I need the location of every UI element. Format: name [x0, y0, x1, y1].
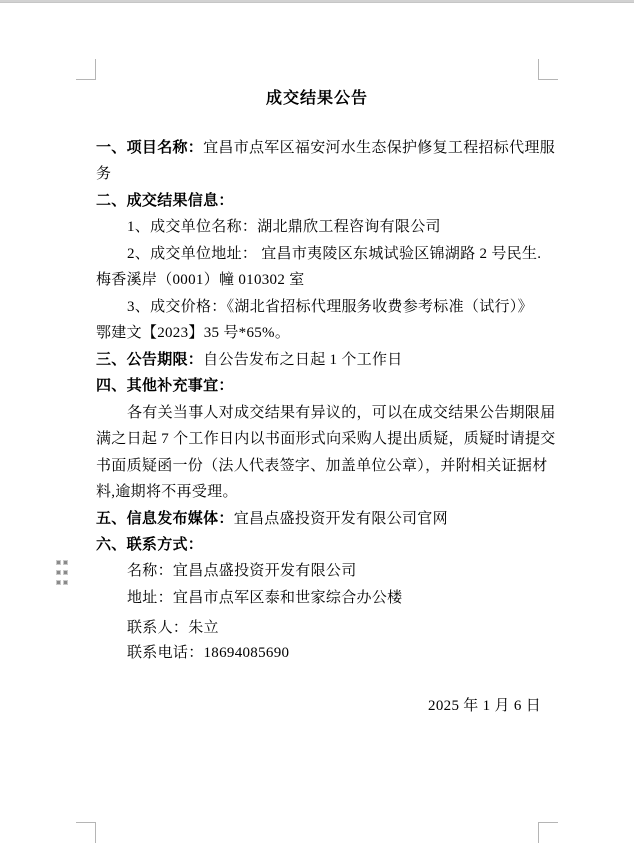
document-title: 成交结果公告: [265, 90, 368, 107]
crop-mark-top-left-icon: [76, 59, 96, 80]
doc-line[interactable]: 联系电话：18694085690: [127, 645, 290, 661]
doc-line[interactable]: 名称：宜昌点盛投资开发有限公司: [127, 563, 357, 579]
doc-line[interactable]: 2、成交单位地址： 宜昌市夷陵区东城试验区锦湖路 2 号民生.: [127, 246, 542, 262]
window-top-border: [0, 0, 634, 3]
crop-mark-bottom-right-icon: [538, 822, 558, 843]
doc-line[interactable]: 联系人：朱立: [127, 620, 219, 636]
doc-line[interactable]: 地址：宜昌市点军区泰和世家综合办公楼: [127, 590, 403, 606]
doc-line[interactable]: 1、成交单位名称：湖北鼎欣工程咨询有限公司: [127, 219, 441, 235]
doc-line[interactable]: 满之日起 7 个工作日内以书面形式向采购人提出质疑，质疑时请提交: [96, 431, 556, 447]
section-heading-line[interactable]: 二、成交结果信息：: [96, 193, 234, 209]
section-heading-line[interactable]: 三、公告期限：自公告发布之日起 1 个工作日: [96, 352, 403, 368]
doc-line[interactable]: 书面质疑函一份（法人代表签字、加盖单位公章），并附相关证据材: [96, 458, 548, 474]
doc-line[interactable]: 各有关当事人对成交结果有异议的，可以在成交结果公告期限届: [127, 405, 556, 421]
doc-line[interactable]: 一、项目名称：宜昌市点军区福安河水生态保护修复工程招标代理服: [96, 140, 556, 156]
section-heading-line[interactable]: 五、信息发布媒体：宜昌点盛投资开发有限公司官网: [96, 511, 448, 527]
doc-line[interactable]: 料,逾期将不再受理。: [96, 484, 238, 500]
doc-line[interactable]: 鄂建文【2023】35 号*65%。: [96, 325, 291, 341]
section-heading-line[interactable]: 四、其他补充事宜：: [96, 378, 234, 394]
drag-handle-icon[interactable]: [57, 561, 67, 584]
document-date[interactable]: 2025 年 1 月 6 日: [428, 698, 541, 714]
doc-line[interactable]: 梅香溪岸（0001）幢 010302 室: [96, 272, 305, 288]
doc-line[interactable]: 务: [96, 166, 112, 182]
section-heading-line[interactable]: 六、联系方式：: [96, 537, 204, 553]
doc-line[interactable]: 3、成交价格：《湖北省招标代理服务收费参考标准（试行）》: [127, 299, 533, 315]
crop-mark-top-right-icon: [538, 59, 558, 80]
crop-mark-bottom-left-icon: [76, 822, 96, 843]
